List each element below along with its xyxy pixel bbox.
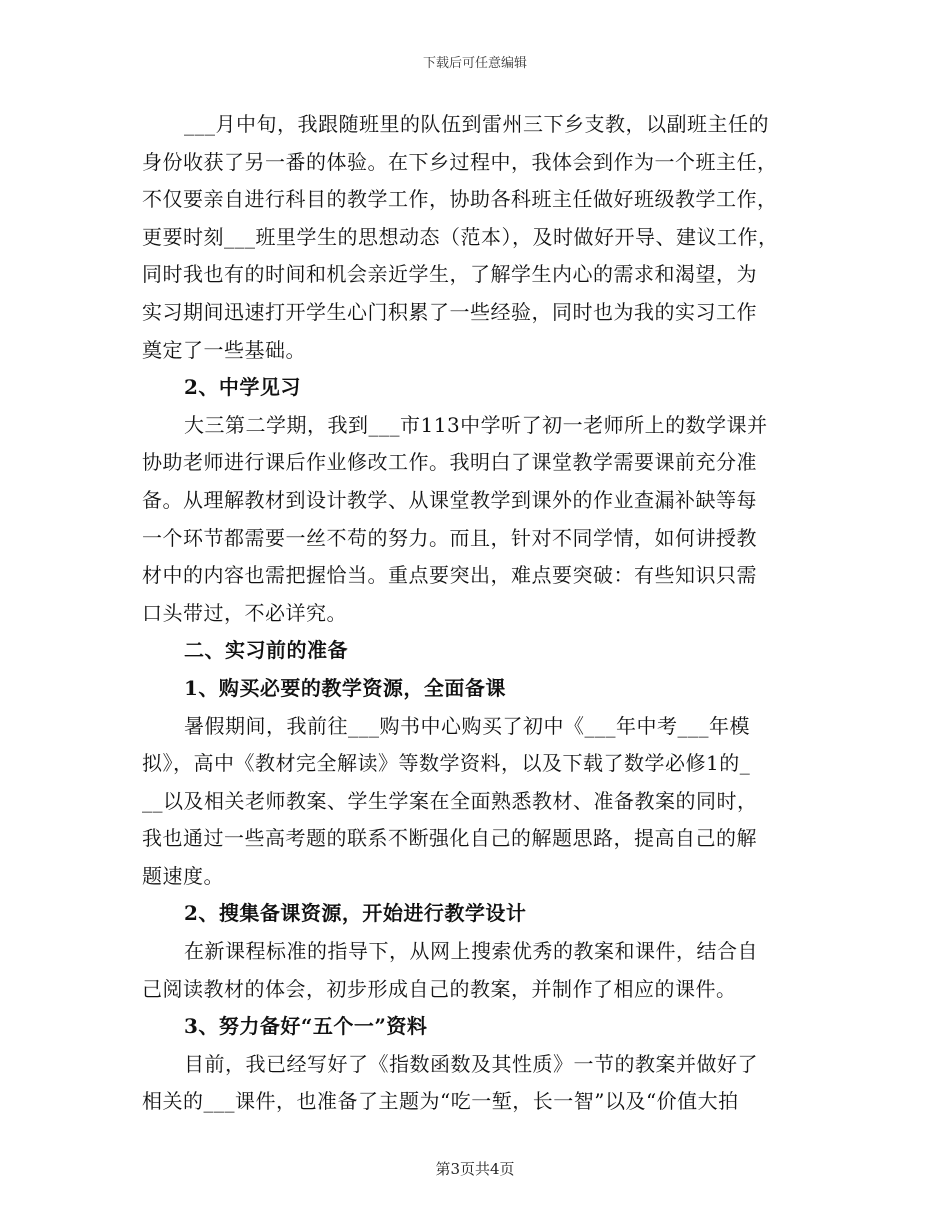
section-heading: 3、努力备好“五个一”资料 [184,1014,428,1039]
paragraph-line: 题速度。 [142,863,224,888]
page-header: 下载后可任意编辑 [422,56,527,71]
paragraph-line: 同时我也有的时间和机会亲近学生，了解学生内心的需求和渴望，为 [142,262,757,287]
paragraph-line: 在新课程标准的指导下，从网上搜索优秀的教案和课件，结合自 [184,939,758,964]
paragraph-line: 协助老师进行课后作业修改工作。我明白了课堂教学需要课前充分准 [142,450,757,475]
paragraph-line: 一个环节都需要一丝不苟的努力。而且，针对不同学情，如何讲授教 [142,525,757,550]
paragraph [142,708,808,896]
paragraph-line: 拟》，高中《教材完全解读》等数学资料，以及下载了数学必修1的_ [142,751,751,776]
section-heading: 2、搜集备课资源，开始进行教学设计 [184,901,527,926]
page-footer: 第3页共4页 [435,1160,515,1178]
section-heading: 二、实习前的准备 [184,638,348,663]
paragraph-line: 暑假期间，我前往___购书中心购买了初中《___年中考___年模 [184,713,750,738]
section-heading: 2、中学见习 [184,375,301,400]
paragraph-line: ___月中旬，我跟随班里的队伍到雷州三下乡支教，以副班主任的 [184,112,769,136]
paragraph-line: 大三第二学期，我到___市113中学听了初一老师所上的数学课并 [184,412,768,437]
paragraph [142,1046,808,1121]
paragraph-line: 身份收获了另一番的体验。在下乡过程中，我体会到作为一个班主任， [142,149,778,174]
paragraph-line: 我也通过一些高考题的联系不断强化自己的解题思路，提高自己的解 [142,826,757,851]
paragraph-line: 实习期间迅速打开学生心门积累了一些经验，同时也为我的实习工作 [142,299,757,324]
paragraph [142,933,808,1008]
paragraph-line: 目前，我已经写好了《指数函数及其性质》一节的教案并做好了 [184,1051,758,1076]
section-heading: 1、购买必要的教学资源，全面备课 [184,675,506,700]
paragraph-line: 更要时刻___班里学生的思想动态（范本），及时做好开导、建议工作， [142,224,779,249]
document-body [142,106,808,1121]
paragraph-line: 材中的内容也需把握恰当。重点要突出，难点要突破：有些知识只需 [142,563,757,588]
paragraph-line: __以及相关老师教案、学生学案在全面熟悉教材、准备教案的同时， [142,788,758,813]
paragraph-line: 不仅要亲自进行科目的教学工作，协助各科班主任做好班级教学工作， [142,187,778,212]
paragraph-line: 己阅读教材的体会，初步形成自己的教案，并制作了相应的课件。 [142,976,737,1001]
paragraph-line: 备。从理解教材到设计教学、从课堂教学到课外的作业查漏补缺等每 [142,487,757,512]
paragraph [142,407,808,633]
paragraph-line: 相关的___课件，也准备了主题为“吃一堑，长一智”以及“价值大拍 [142,1089,739,1114]
paragraph [142,106,808,369]
paragraph-line: 奠定了一些基础。 [142,337,306,362]
paragraph-line: 口头带过，不必详究。 [142,600,347,625]
